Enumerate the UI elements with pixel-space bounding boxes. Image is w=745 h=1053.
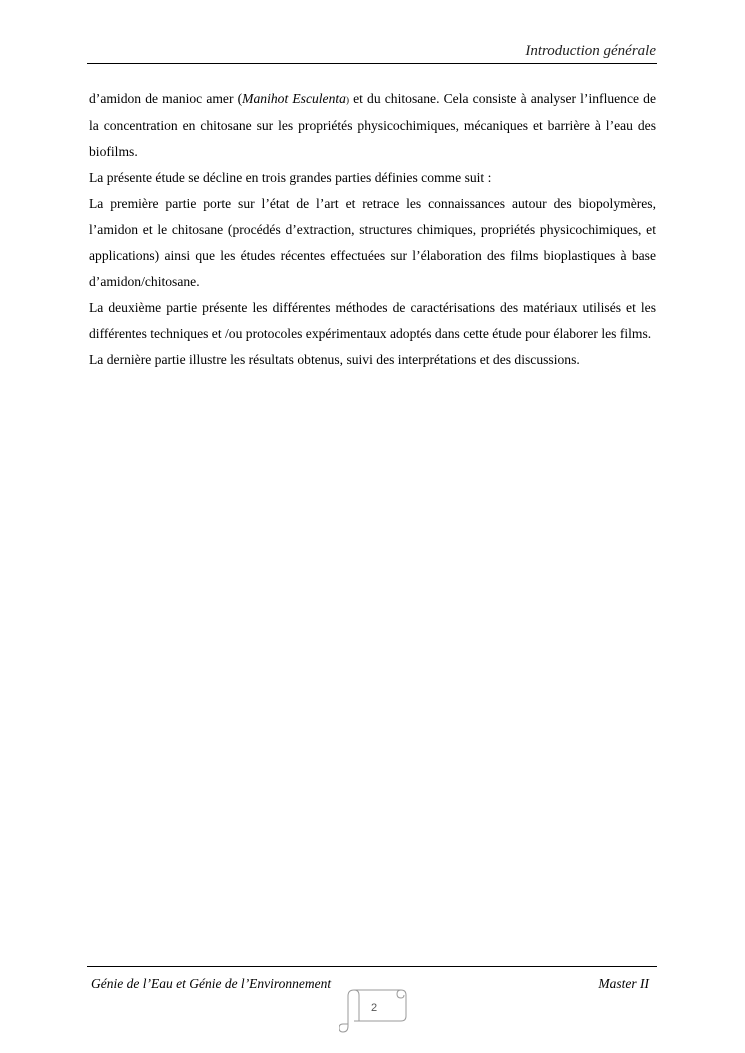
header-title: Introduction générale bbox=[525, 43, 656, 59]
species-name: Manihot Esculenta bbox=[242, 91, 346, 106]
paragraph-1-end: et du chitosane. Cela consiste à analyser l’influence de la concentration en chitosane sur les propriétés physicochimiques, mécaniques et barrière à l’eau des biofilms. bbox=[89, 91, 656, 159]
paragraph-5: La dernière partie illustre les résultats obtenus, suivi des interprétations et des discussions. bbox=[89, 352, 580, 367]
body-text bbox=[89, 86, 656, 373]
header-divider bbox=[87, 63, 657, 64]
paragraph-1 bbox=[89, 86, 656, 165]
footer-divider bbox=[87, 966, 657, 967]
footer-department: Génie de l’Eau et Génie de l’Environnement bbox=[91, 976, 332, 991]
paragraph-3: La première partie porte sur l’état de l’art et retrace les connaissances autour des biopolymères, l’amidon et le chitosane (procédés d’extraction, structures chimiques, propriétés physicochimiques, et applications) ainsi que les études récentes effectuées sur l’élaboration des films bioplastiques à base d’amidon/chitosane. bbox=[89, 196, 656, 289]
paragraph-1-start: d’amidon de manioc amer ( bbox=[89, 91, 243, 106]
footer-degree: Master II bbox=[598, 976, 649, 991]
paren-close: ) bbox=[345, 95, 349, 105]
paragraph-4: La deuxième partie présente les différentes méthodes de caractérisations des matériaux utilisés et les différentes techniques et /ou protocoles expérimentaux adoptés dans cette étude pour élaborer les films. bbox=[89, 300, 656, 341]
page-number: 2 bbox=[370, 1002, 378, 1014]
paragraph-2: La présente étude se décline en trois grandes parties définies comme suit : bbox=[89, 170, 492, 185]
